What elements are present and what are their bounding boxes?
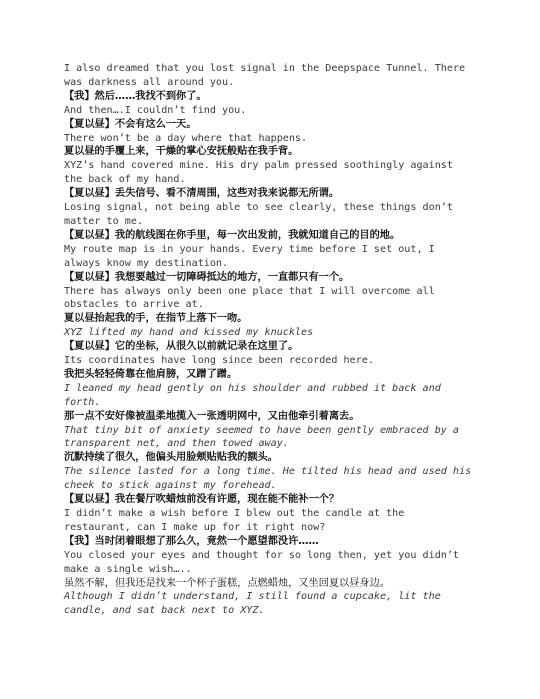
text-line-zh: 沉默持续了很久，他偏头用脸颊贴贴我的额头。 [64, 452, 278, 464]
text-line-en: Although I didn’t understand, I still found a cupcake, lit the candle, and sat back next to XYZ. [64, 591, 441, 617]
text-line-zh: 那一点不安好像被温柔地揽入一张透明网中，又由他牵引着离去。 [64, 410, 360, 422]
text-line-en: XYZ lifted my hand and kissed my knuckles [64, 327, 314, 339]
text-line-en: I didn’t make a wish before I blew out the candle at the restaurant, can I make up for it right now? [64, 508, 405, 533]
text-line-zh: 【夏以昼】我想要越过一切障碍抵达的地方，一直都只有一个。 [64, 271, 350, 283]
text-line-zh: 【夏以昼】它的坐标，从很久以前就记录在这里了。 [64, 341, 299, 353]
text-line-zh: 夏以昼的手覆上来，干燥的掌心安抚般贴在我手背。 [64, 146, 299, 158]
text-line-en: My route map is in your hands. Every time before I set out, I always know my destination. [64, 243, 435, 269]
text-line-zh: 【夏以昼】我的航线图在你手里，每一次出发前，我就知道自己的目的地。 [64, 229, 401, 241]
text-line-en: The silence lasted for a long time. He tilted his head and used his cheek to stick against my forehead. [64, 466, 472, 492]
text-line-zh: 【我】当时闭着眼想了那么久，竟然一个愿望都没许…… [64, 535, 319, 547]
text-line-zh: 【夏以昼】我在餐厅吹蜡烛前没有许愿，现在能不能补一个？ [64, 494, 340, 506]
text-line-zh: 我把头轻轻倚靠在他肩膀，又蹭了蹭。 [64, 368, 238, 380]
text-line-zh: 【夏以昼】不会有这么一天。 [64, 118, 197, 130]
text-line-zh: 夏以昼抬起我的手，在指节上落下一吻。 [64, 313, 248, 325]
text-line-zh: 【我】然后……我找不到你了。 [64, 90, 207, 102]
text-line-en: That tiny bit of anxiety seemed to have been gently embraced by a transparent net, and then towed away. [64, 424, 460, 450]
text-line-en: You closed your eyes and thought for so long then, yet you didn’t make a single wish….. [64, 549, 460, 575]
text-line-en: XYZ’s hand covered mine. His dry palm pressed soothingly against the back of my hand. [64, 160, 453, 186]
text-line-zh: 虽然不解，但我还是找来一个杯子蛋糕，点燃蜡烛，又坐回夏以昼身边。 [64, 577, 390, 589]
text-line-en: There won’t be a day where that happens. [64, 132, 308, 144]
document-page [64, 62, 476, 618]
text-line-en: And then….I couldn’t find you. [64, 104, 247, 116]
text-line-en: There has always only been one place that I will overcome all obstacles to arrive at. [64, 285, 435, 311]
text-line-en: Its coordinates have long since been recorded here. [64, 355, 374, 367]
text-line-en: I leaned my head gently on his shoulder and rubbed it back and forth. [64, 382, 441, 408]
text-line-en: I also dreamed that you lost signal in the Deepspace Tunnel. There was darkness all around you. [64, 63, 466, 88]
text-line-zh: 【夏以昼】丢失信号、看不清周围，这些对我来说都无所谓。 [64, 188, 340, 200]
text-line-en: Losing signal, not being able to see clearly, these things don’t matter to me. [64, 202, 453, 227]
